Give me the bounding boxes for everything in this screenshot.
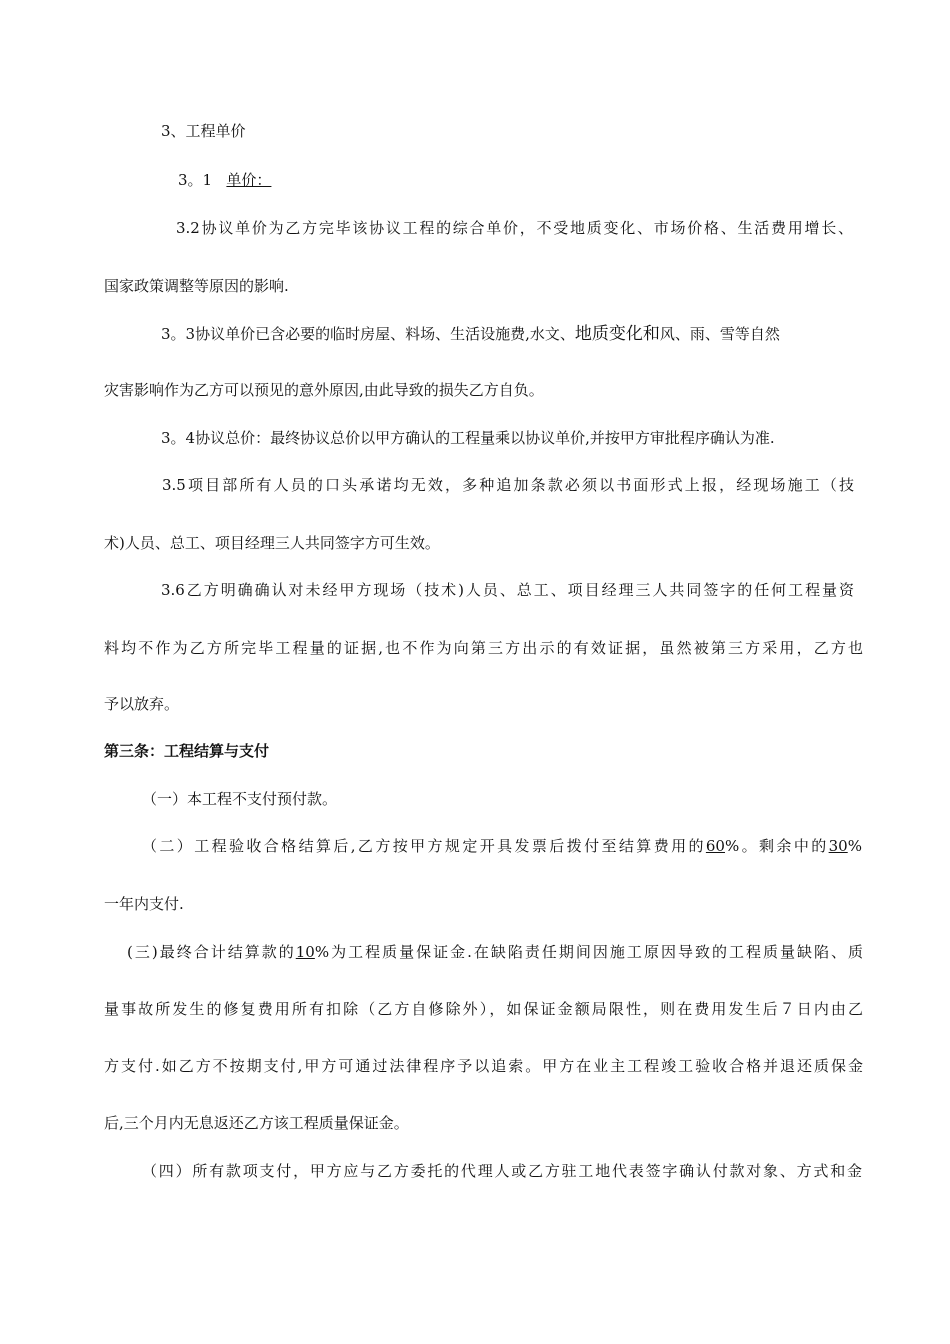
item-3-2-line-1: 3.2协议单价为乙方完毕该协议工程的综合单价，不受地质变化、市场价格、生活费用增长、 bbox=[176, 219, 853, 237]
clause-2-text-b: %。剩余中的 bbox=[724, 837, 829, 855]
item-3-5-line-2: 术)人员、总工、项目经理三人共同签字方可生效。 bbox=[104, 534, 440, 552]
item-3-6-line-2: 料均不作为乙方所完毕工程量的证据,也不作为向第三方出示的有效证据，虽然被第三方采用，乙方也 bbox=[104, 639, 863, 657]
item-3-1-number: 3。1 bbox=[178, 171, 217, 189]
clause-3-text-a: (三)最终合计结算款的 bbox=[127, 943, 296, 961]
clause-3-line-1 bbox=[127, 942, 863, 962]
clause-3-text-b: %为工程质量保证金.在缺陷责任期间因施工原因导致的工程质量缺陷、质 bbox=[314, 943, 863, 961]
item-3-2-line-2: 国家政策调整等原因的影响. bbox=[104, 277, 289, 295]
clause-2-line-2: 一年内支付. bbox=[104, 895, 184, 913]
item-3-1 bbox=[178, 170, 271, 190]
clause-2-text-a: （二）工程验收合格结算后,乙方按甲方规定开具发票后拨付至结算费用的 bbox=[142, 837, 706, 855]
item-3-5-line-1: 3.5项目部所有人员的口头承诺均无效，多种追加条款必须以书面形式上报，经现场施工（技 bbox=[162, 476, 854, 494]
item-3-3-text-c: 风、雨、雪等自然 bbox=[659, 325, 780, 343]
item-3-6-line-1: 3.6乙方明确确认对未经甲方现场（技术)人员、总工、项目经理三人共同签字的任何工程量资 bbox=[161, 581, 854, 599]
item-3-6-line-3: 予以放弃。 bbox=[104, 695, 180, 713]
clause-3-line-4: 后,三个月内无息返还乙方该工程质量保证金。 bbox=[104, 1114, 409, 1132]
clause-2-text-c: % bbox=[847, 837, 862, 855]
clause-3-line-2: 量事故所发生的修复费用所有扣除（乙方自修除外），如保证金额局限性，则在费用发生后７日内由乙 bbox=[104, 1000, 863, 1018]
clause-2-pct-b: 30 bbox=[828, 837, 848, 855]
clause-2-line-1 bbox=[142, 836, 862, 856]
item-3-title: 3、工程单价 bbox=[161, 122, 246, 140]
item-3-4-line-1: 3。4协议总价：最终协议总价以甲方确认的工程量乘以协议单价,并按甲方审批程序确认为准. bbox=[161, 429, 775, 447]
article-3-heading: 第三条：工程结算与支付 bbox=[104, 742, 270, 760]
clause-2-pct-a: 60 bbox=[705, 837, 725, 855]
item-3-3-text-a: 3。3协议单价已含必要的临时房屋、料场、生活设施费,水文、 bbox=[161, 325, 575, 343]
clause-3-pct: 10 bbox=[295, 943, 315, 961]
item-3-1-label: 单价： bbox=[226, 171, 272, 189]
item-3-3-line-2: 灾害影响作为乙方可以预见的意外原因,由此导致的损失乙方自负。 bbox=[104, 381, 544, 399]
item-3-3-line-1 bbox=[161, 324, 780, 344]
clause-1: （一）本工程不支付预付款。 bbox=[142, 790, 338, 808]
item-3-3-text-b: 地质变化和 bbox=[574, 324, 660, 344]
clause-3-line-3: 方支付.如乙方不按期支付,甲方可通过法律程序予以追索。甲方在业主工程竣工验收合格并退还质保金 bbox=[104, 1057, 863, 1075]
clause-4-line-1: （四）所有款项支付，甲方应与乙方委托的代理人或乙方驻工地代表签字确认付款对象、方式和金 bbox=[142, 1162, 862, 1180]
